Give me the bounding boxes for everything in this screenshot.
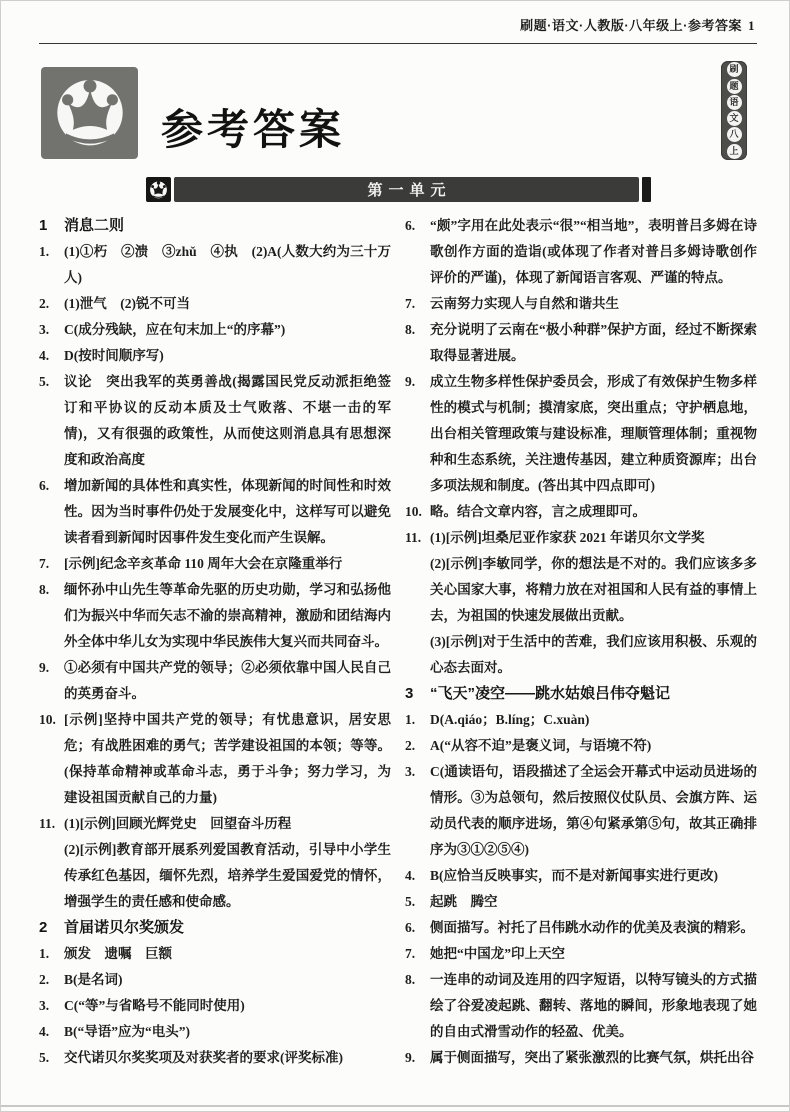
answer-paragraph: (1)[示例]坦桑尼亚作家获 2021 年诺贝尔文学奖 [430, 530, 705, 545]
answer-paragraph: B(是名词) [64, 972, 123, 987]
answer-number: 8. [39, 582, 50, 597]
answer-number: 2. [405, 738, 416, 753]
answer-text [64, 811, 391, 915]
answer-paragraph: 颁发 遗嘱 巨额 [64, 946, 172, 961]
answer-number: 6. [405, 920, 416, 935]
answer-item [405, 369, 757, 499]
answer-number: 7. [405, 296, 416, 311]
running-head [520, 15, 755, 34]
answer-paragraph: 起跳 腾空 [430, 894, 498, 909]
answer-number: 9. [39, 660, 50, 675]
answer-number: 5. [39, 1050, 50, 1065]
answer-number: 6. [39, 478, 50, 493]
answer-text [64, 473, 391, 551]
section-title: 首届诺贝尔奖颁发 [64, 919, 185, 936]
answer-item [405, 707, 757, 733]
answer-paragraph: [示例]纪念辛亥革命 110 周年大会在京隆重举行 [64, 556, 343, 571]
answer-text [64, 967, 391, 993]
badge-character: 文 [727, 111, 742, 126]
answer-text [430, 291, 757, 317]
badge-character: 刷 [727, 62, 742, 77]
answer-text [430, 499, 757, 525]
answer-number: 5. [39, 374, 50, 389]
answer-item [39, 993, 391, 1019]
answer-paragraph: A(“从容不迫”是褒义词，与语境不符) [430, 738, 652, 753]
answer-paragraph: ①必须有中国共产党的领导；②必须依靠中国人民自己的英勇奋斗。 [64, 660, 391, 701]
answer-text [64, 1019, 391, 1045]
answer-paragraph: 议论 突出我军的英勇善战(揭露国民党反动派拒绝签订和平协议的反动本质及士气败落、不堪一击的军情)，又有很强的政策性，从而使这则消息具有思想深度和政治高度 [64, 374, 391, 467]
answer-text [430, 759, 757, 863]
answer-text [64, 291, 391, 317]
answer-paragraph: 属于侧面描写，突出了紧张激烈的比赛气氛，烘托出谷 [430, 1050, 754, 1065]
badge-character: 上 [727, 144, 742, 159]
answer-number: 1. [39, 244, 50, 259]
unit-banner-bar [174, 177, 639, 202]
answer-text [430, 967, 757, 1045]
answer-text [64, 707, 391, 811]
answer-text [64, 655, 391, 707]
publisher-logo [41, 67, 138, 159]
banner-end-block [642, 177, 651, 202]
answer-item [39, 343, 391, 369]
answer-item [405, 213, 757, 291]
banner-crown-icon [146, 177, 171, 202]
answer-text [64, 317, 391, 343]
answer-text [430, 1045, 757, 1071]
answer-number: 2. [39, 972, 50, 987]
answer-text [64, 369, 391, 473]
header-rule [39, 43, 757, 44]
answer-number: 1. [39, 946, 50, 961]
answer-number: 7. [405, 946, 416, 961]
answer-item [405, 941, 757, 967]
answer-paragraph: B(应恰当反映事实，而不是对新闻事实进行更改) [430, 868, 718, 883]
answer-number: 10. [39, 712, 56, 727]
answer-number: 3. [405, 764, 416, 779]
answer-item [405, 759, 757, 863]
answer-text [64, 239, 391, 291]
answer-number: 8. [405, 972, 416, 987]
answer-text [64, 993, 391, 1019]
page-title: 参考答案 [161, 106, 346, 153]
section-title: “飞天”凌空——跳水姑娘吕伟夺魁记 [430, 685, 671, 702]
section-heading [39, 213, 391, 239]
unit-banner-label: 第一单元 [367, 182, 452, 199]
answer-number: 6. [405, 218, 416, 233]
answer-paragraph: (1)[示例]回顾光辉党史 回望奋斗历程 [64, 816, 292, 831]
running-head-text: 刷题·语文·人教版·八年级上·参考答案 [520, 18, 742, 33]
answer-text [64, 577, 391, 655]
page-number: 1 [748, 18, 755, 33]
answer-number: 1. [405, 712, 416, 727]
answer-item [39, 941, 391, 967]
answer-item [39, 707, 391, 811]
answer-text [430, 889, 757, 915]
answer-text [64, 941, 391, 967]
answer-item [39, 239, 391, 291]
answer-paragraph: 增加新闻的具体性和真实性，体现新闻的时间性和时效性。因为当时事件仍处于发展变化中，这样写可以避免读者看到新闻时因事件发生变化而产生误解。 [64, 478, 391, 545]
answer-paragraph: (1)泄气 (2)锐不可当 [64, 296, 190, 311]
answer-item [405, 967, 757, 1045]
answer-item [39, 291, 391, 317]
answer-number: 8. [405, 322, 416, 337]
answer-item [405, 733, 757, 759]
answer-number: 7. [39, 556, 50, 571]
answer-number: 3. [39, 322, 50, 337]
answer-paragraph: 充分说明了云南在“极小种群”保护方面，经过不断探索取得显著进展。 [430, 322, 757, 363]
answer-paragraph: C(“等”与省略号不能同时使用) [64, 998, 245, 1013]
answer-item [405, 915, 757, 941]
answer-item [39, 317, 391, 343]
answer-number: 4. [405, 868, 416, 883]
answer-item [39, 577, 391, 655]
section-heading [405, 681, 757, 707]
crown-icon [47, 68, 133, 159]
answer-paragraph: D(按时间顺序写) [64, 348, 164, 363]
answer-item [39, 1019, 391, 1045]
answer-text [430, 369, 757, 499]
answer-number: 9. [405, 1050, 416, 1065]
answer-number: 4. [39, 1024, 50, 1039]
answer-text [430, 317, 757, 369]
answer-number: 3. [39, 998, 50, 1013]
answer-item [405, 889, 757, 915]
answer-text [430, 915, 757, 941]
answer-item [39, 473, 391, 551]
answer-paragraph: 一连串的动词及连用的四字短语，以特写镜头的方式描绘了谷爱凌起跳、翻转、落地的瞬间，形象地表现了她的自由式滑雪动作的轻盈、优美。 [430, 972, 757, 1039]
answer-paragraph: (2)[示例]李敏同学，你的想法是不对的。我们应该多多关心国家大事，将精力放在对祖国和人民有益的事情上去，为祖国的快速发展做出贡献。 [430, 556, 757, 623]
answer-text [64, 343, 391, 369]
page-bottom-rule [1, 1105, 789, 1107]
answer-paragraph: 缅怀孙中山先生等革命先驱的历史功勋，学习和弘扬他们为振兴中华而矢志不渝的崇高精神，激励和团结海内外全体中华儿女为实现中华民族伟大复兴而共同奋斗。 [64, 582, 391, 649]
answer-item [39, 369, 391, 473]
answer-number: 10. [405, 504, 422, 519]
answer-paragraph: 她把“中国龙”印上天空 [430, 946, 565, 961]
answer-text [64, 551, 391, 577]
section-heading [39, 915, 391, 941]
answer-item [39, 551, 391, 577]
edition-badge [721, 61, 747, 160]
answer-paragraph: 侧面描写。衬托了吕伟跳水动作的优美及表演的精彩。 [430, 920, 754, 935]
badge-character: 语 [727, 95, 742, 110]
answer-number: 5. [405, 894, 416, 909]
answer-item [39, 655, 391, 707]
answer-item [39, 811, 391, 915]
answer-text [430, 213, 757, 291]
answer-number: 2. [39, 296, 50, 311]
answer-text [430, 863, 757, 889]
answer-text [430, 707, 757, 733]
answer-paragraph: [示例]坚持中国共产党的领导；有忧患意识，居安思危；有战胜困难的勇气；苦学建设祖国的本领；等等。(保持革命精神或革命斗志，勇于斗争；努力学习，为建设祖国贡献自己的力量) [64, 712, 391, 805]
section-number: 1 [39, 217, 48, 234]
answer-paragraph: “颇”字用在此处表示“很”“相当地”，表明普吕多姆在诗歌创作方面的造诣(或体现了作者对普吕多姆诗歌创作评价的严谨)，体现了新闻语言客观、严谨的特点。 [430, 218, 757, 285]
answer-item [405, 317, 757, 369]
section-title: 消息二则 [64, 217, 125, 234]
right-column [405, 213, 757, 1099]
answer-columns [39, 213, 757, 1099]
answer-item [39, 1045, 391, 1071]
answer-number: 11. [405, 530, 422, 545]
badge-character: 题 [727, 79, 742, 94]
answer-number: 11. [39, 816, 56, 831]
answer-paragraph: C(通读语句，语段描述了全运会开幕式中运动员进场的情形。③为总领句，然后按照仪仗队员、会旗方阵、运动员代表的顺序进场，第④句紧承第⑤句，故其正确排序为③①②⑤④) [430, 764, 757, 857]
answer-number: 9. [405, 374, 416, 389]
answer-number: 4. [39, 348, 50, 363]
answer-paragraph: D(A.qiáo；B.líng；C.xuàn) [430, 712, 590, 727]
answer-paragraph: B(“导语”应为“电头”) [64, 1024, 190, 1039]
answer-text [64, 1045, 391, 1071]
answer-paragraph: C(成分残缺，应在句末加上“的序幕”) [64, 322, 286, 337]
answer-paragraph: 略。结合文章内容，言之成理即可。 [430, 504, 646, 519]
answer-item [405, 499, 757, 525]
answer-paragraph: 成立生物多样性保护委员会，形成了有效保护生物多样性的模式与机制；摸清家底，突出重点；守护栖息地，出台相关管理政策与建设标准，理顺管理体制；重视物种和生态系统，关注遗传基因，建立种质资源库；出台多项法规和制度。(答出其中四点即可) [430, 374, 757, 493]
answer-paragraph: 交代诺贝尔奖奖项及对获奖者的要求(评奖标准) [64, 1050, 343, 1065]
answer-item [405, 525, 757, 681]
answer-paragraph: (1)①朽 ②溃 ③zhǔ ④执 (2)A(人数大约为三十万人) [64, 244, 391, 285]
answer-item [405, 1045, 757, 1071]
section-number: 2 [39, 919, 48, 936]
badge-character: 八 [727, 127, 742, 142]
section-number: 3 [405, 685, 414, 702]
answer-paragraph: (3)[示例]对于生活中的苦难，我们应该用积极、乐观的心态去面对。 [430, 634, 757, 675]
answer-item [405, 291, 757, 317]
answer-paragraph: 云南努力实现人与自然和谐共生 [430, 296, 619, 311]
unit-banner [146, 177, 651, 202]
answer-item [39, 967, 391, 993]
answer-text [430, 525, 757, 681]
left-column [39, 213, 391, 1099]
answer-text [430, 941, 757, 967]
answer-item [405, 863, 757, 889]
answer-paragraph: (2)[示例]教育部开展系列爱国教育活动，引导中小学生传承红色基因，缅怀先烈，培养学生爱国爱党的情怀，增强学生的责任感和使命感。 [64, 842, 391, 909]
answer-text [430, 733, 757, 759]
